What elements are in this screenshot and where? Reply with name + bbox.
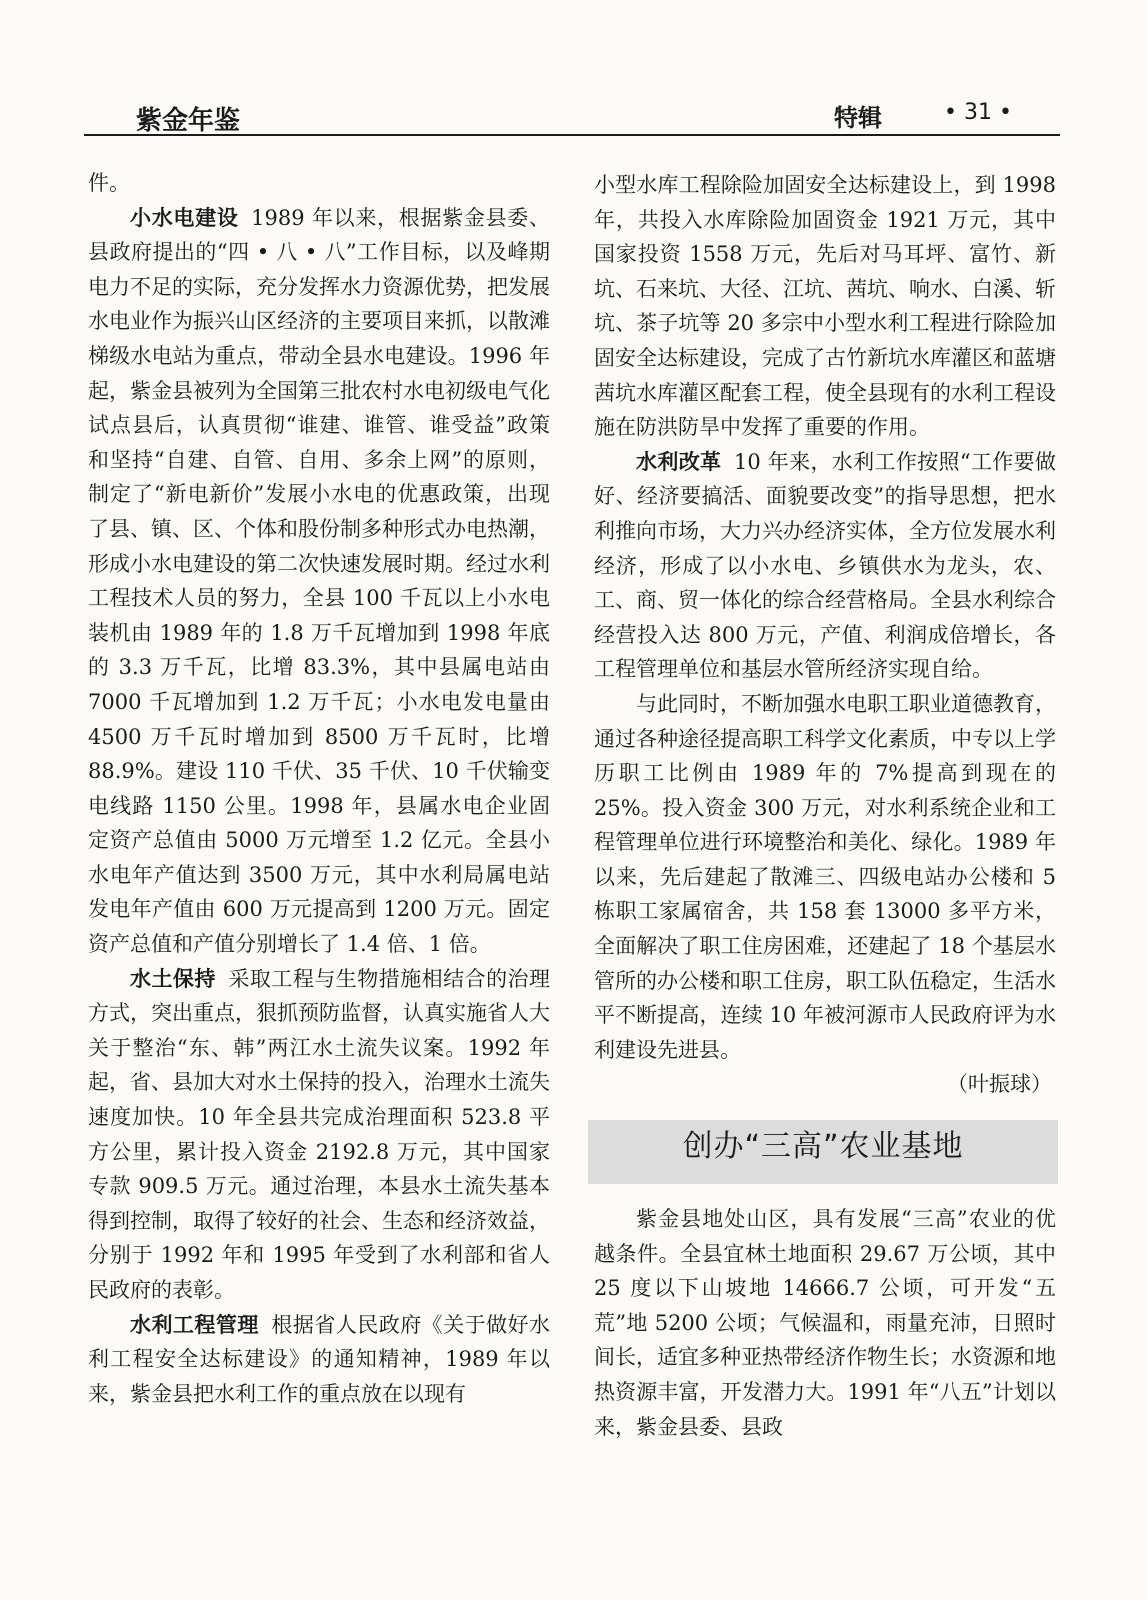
paragraph: 小型水库工程除险加固安全达标建设上，到 1998 年，共投入水库除险加固资金 1921 万元，其中国家投资 1558 万元，先后对马耳坪、富竹、新坑、石来坑、大径、江坑、茜坑、响水、白溪、斩坑、茶子坑等 20 多宗中小型水利工程进行除险加固安全达标建设，完成了古竹新坑水库灌区和蓝塘茜坑水库灌区配套工程，使全县现有的水利工程设施在防洪防旱中发挥了重要的作用。 bbox=[594, 173, 1056, 440]
paragraph-heading: 水利工程管理 bbox=[130, 1312, 259, 1337]
author-credit: （叶振球） bbox=[947, 1072, 1052, 1097]
paragraph bbox=[594, 445, 1056, 687]
section-title: 特辑 bbox=[834, 104, 882, 132]
article-title: 创办“三高”农业基地 bbox=[682, 1129, 964, 1165]
paragraph: 与此同时，不断加强水电职工职业道德教育，通过各种途径提高职工科学文化素质，中专以上学历职工比例由 1989 年的 7%提高到现在的 25%。投入资金 300 万元，对水利系统企业和工程管理单位进行环境整治和美化、绿化。1989 年以来，先后建起了散滩三、四级电站办公楼和 5 栋职工家属宿舍，共 158 套 13000 多平方米，全面解决了职工住房困难，还建起了 18 个基层水管所的办公楼和职工住房，职工队伍稳定，生活水平不断提高，连续 10 年被河源市人民政府评为水利建设先进县。 bbox=[594, 691, 1056, 1062]
paragraph: 紫金县地处山区，具有发展“三高”农业的优越条件。全县宜林土地面积 29.67 万公顷，其中 25 度以下山坡地 14666.7 公顷，可开发“五荒”地 5200 公顷；气候温和，雨量充沛，日照时间长，适宜多种亚热带经济作物生长；水资源和地热资源丰富，开发潜力大。1991 年“八五”计划以来，紫金县委、县政 bbox=[594, 1207, 1056, 1439]
paragraph: 件。 bbox=[88, 171, 130, 195]
book-title: 紫金年鉴 bbox=[136, 106, 241, 136]
paragraph-text: 1989 年以来，根据紫金县委、县政府提出的“四 • 八 • 八”工作目标，以及峰期电力不足的实际，充分发挥水力资源优势，把发展水电业作为振兴山区经济的主要项目来抓，以散滩梯级水电站为重点，带动全县水电建设。1996 年起，紫金县被列为全国第三批农村水电初级电气化试点县后，认真贯彻“谁建、谁管、谁受益”政策和坚持“自建、自管、自用、多余上网”的原则，制定了“新电新价”发展小水电的优惠政策，出现了县、镇、区、个体和股份制多种形式办电热潮，形成小水电建设的第二次快速发展时期。经过水利工程技术人员的努力，全县 100 千瓦以上小水电装机由 1989 年的 1.8 万千瓦增加到 1998 年底的 3.3 万千瓦，比增 83.3%，其中县属电站由 7000 千瓦增加到 1.2 万千瓦；小水电发电量由 4500 万千瓦时增加到 8500 万千瓦时，比增 88.9%。建设 110 千伏、35 千伏、10 千伏输变电线路 1150 公里。1998 年，县属水电企业固定资产总值由 5000 万元增至 1.2 亿元。全县小水电年产值达到 3500 万元，其中水利局属电站发电年产值由 600 万元提高到 1200 万元。固定资产总值和产值分别增长了 1.4 倍、1 倍。 bbox=[88, 205, 550, 957]
paragraph-heading: 小水电建设 bbox=[130, 205, 239, 230]
paragraph bbox=[88, 201, 550, 962]
paragraph bbox=[88, 1308, 550, 1412]
paragraph-text: 根据省人民政府《关于做好水利工程安全达标建设》的通知精神，1989 年以来，紫金县把水利工作的重点放在以现有 bbox=[88, 1312, 551, 1406]
article-title-banner bbox=[588, 1120, 1058, 1184]
paragraph-text: 采取工程与生物措施相结合的治理方式，突出重点，狠抓预防监督，认真实施省人大关于整治“东、韩”两江水土流失议案。1992 年起，省、县加大对水土保持的投入，治理水土流失速度加快。10 年全县共完成治理面积 523.8 平方公里，累计投入资金 2192.8 万元，其中国家专款 909.5 万元。通过治理，本县水土流失基本得到控制，取得了较好的社会、生态和经济效益，分别于 1992 年和 1995 年受到了水利部和省人民政府的表彰。 bbox=[88, 966, 551, 1302]
paragraph-heading: 水土保持 bbox=[130, 966, 216, 991]
right-column bbox=[594, 168, 1056, 1444]
paragraph-text: 10 年来，水利工作按照“工作要做好、经济要搞活、面貌要改变”的指导思想，把水利推向市场，大力兴办经济实体，全方位发展水利经济，形成了以小水电、乡镇供水为龙头，农、工、商、贸一体化的综合经营格局。全县水利综合经营投入达 800 万元，产值、利润成倍增长，各工程管理单位和基层水管所经济实现自给。 bbox=[594, 449, 1057, 682]
paragraph bbox=[88, 962, 550, 1308]
paragraph-heading: 水利改革 bbox=[636, 449, 722, 474]
left-column bbox=[88, 166, 550, 1411]
running-header bbox=[84, 96, 1060, 136]
page-number: • 31 • bbox=[944, 100, 1012, 125]
